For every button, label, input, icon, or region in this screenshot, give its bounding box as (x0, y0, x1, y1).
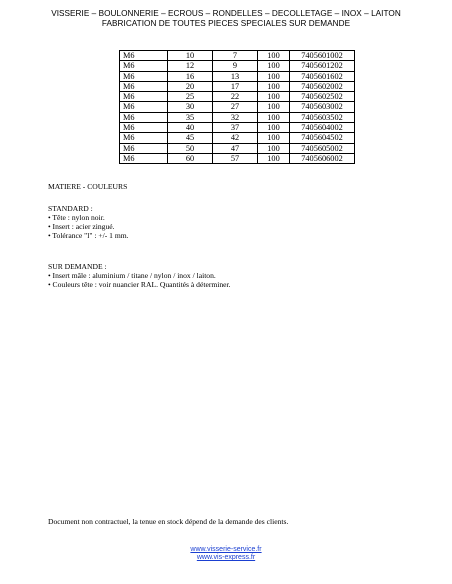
table-row (120, 81, 355, 91)
table-cell: 100 (258, 112, 290, 122)
table-row (120, 71, 355, 81)
table-cell: 13 (213, 71, 258, 81)
table-row (120, 51, 355, 61)
table-cell: 32 (213, 112, 258, 122)
footer-link-vis-express[interactable]: www.vis-express.fr (196, 554, 256, 561)
table-row (120, 133, 355, 143)
table-cell: M6 (120, 102, 168, 112)
section-title: MATIERE - COULEURS (48, 182, 128, 191)
table-cell: 37 (213, 123, 258, 133)
table-cell: 20 (168, 81, 213, 91)
spec-table-body (120, 51, 355, 164)
table-cell: 7405601202 (290, 61, 355, 71)
table-cell: 42 (213, 133, 258, 143)
table-cell: 100 (258, 71, 290, 81)
table-cell: M6 (120, 133, 168, 143)
footer-link-2-wrap (0, 554, 452, 562)
table-cell: 7405601602 (290, 71, 355, 81)
table-cell: 30 (168, 102, 213, 112)
table-cell: 57 (213, 153, 258, 163)
table-row (120, 153, 355, 163)
table-cell: 45 (168, 133, 213, 143)
page-header (0, 9, 452, 29)
table-row (120, 123, 355, 133)
table-cell: M6 (120, 123, 168, 133)
standard-item-insert: • Insert : acier zingué. (48, 222, 115, 231)
table-cell: 7405602002 (290, 81, 355, 91)
table-cell: 7405602502 (290, 92, 355, 102)
table-cell: 25 (168, 92, 213, 102)
table-cell: 60 (168, 153, 213, 163)
standard-heading: STANDARD : (48, 204, 93, 213)
table-cell: 7405604002 (290, 123, 355, 133)
disclaimer: Document non contractuel, la tenue en stock dépend de la demande des clients. (48, 517, 289, 526)
sur-demande-heading: SUR DEMANDE : (48, 262, 107, 271)
table-cell: 10 (168, 51, 213, 61)
table-cell: 7405605002 (290, 143, 355, 153)
table-cell: 100 (258, 153, 290, 163)
table-cell: 7405601002 (290, 51, 355, 61)
table-cell: 100 (258, 133, 290, 143)
table-cell: M6 (120, 143, 168, 153)
table-cell: M6 (120, 61, 168, 71)
table-cell: 9 (213, 61, 258, 71)
table-cell: 40 (168, 123, 213, 133)
table-cell: M6 (120, 71, 168, 81)
table-cell: 50 (168, 143, 213, 153)
table-row (120, 112, 355, 122)
footer-link-visserie-service[interactable]: www.visserie-service.fr (190, 546, 262, 553)
table-cell: 16 (168, 71, 213, 81)
sur-demande-item-colors: • Couleurs tête : voir nuancier RAL. Quantités à déterminer. (48, 280, 231, 289)
table-cell: 7405604502 (290, 133, 355, 143)
table-row (120, 61, 355, 71)
table-cell: 47 (213, 143, 258, 153)
table-row (120, 143, 355, 153)
table-cell: 7 (213, 51, 258, 61)
table-cell: 100 (258, 102, 290, 112)
table-cell: M6 (120, 81, 168, 91)
footer-link-1-wrap (0, 546, 452, 554)
table-row (120, 102, 355, 112)
table-cell: M6 (120, 153, 168, 163)
table-cell: M6 (120, 92, 168, 102)
table-cell: 27 (213, 102, 258, 112)
table-cell: M6 (120, 51, 168, 61)
standard-item-head: • Tête : nylon noir. (48, 213, 105, 222)
standard-item-tolerance: • Tolérance "l" : +/- 1 mm. (48, 231, 129, 240)
table-cell: 100 (258, 61, 290, 71)
table-cell: 100 (258, 143, 290, 153)
sur-demande-item-insert: • Insert mâle : aluminium / titane / nylon / inox / laiton. (48, 271, 216, 280)
table-cell: 100 (258, 51, 290, 61)
table-cell: 7405606002 (290, 153, 355, 163)
table-cell: 100 (258, 92, 290, 102)
spec-table (119, 50, 355, 164)
header-line-2: FABRICATION DE TOUTES PIECES SPECIALES SUR DEMANDE (101, 19, 351, 28)
table-cell: 100 (258, 123, 290, 133)
header-line-1: VISSERIE – BOULONNERIE – ECROUS – RONDELLES – DECOLLETAGE – INOX – LAITON (51, 9, 401, 18)
table-cell: 22 (213, 92, 258, 102)
table-cell: 12 (168, 61, 213, 71)
table-row (120, 92, 355, 102)
table-cell: 17 (213, 81, 258, 91)
table-cell: 7405603002 (290, 102, 355, 112)
table-cell: 7405603502 (290, 112, 355, 122)
table-cell: 35 (168, 112, 213, 122)
table-cell: M6 (120, 112, 168, 122)
table-cell: 100 (258, 81, 290, 91)
